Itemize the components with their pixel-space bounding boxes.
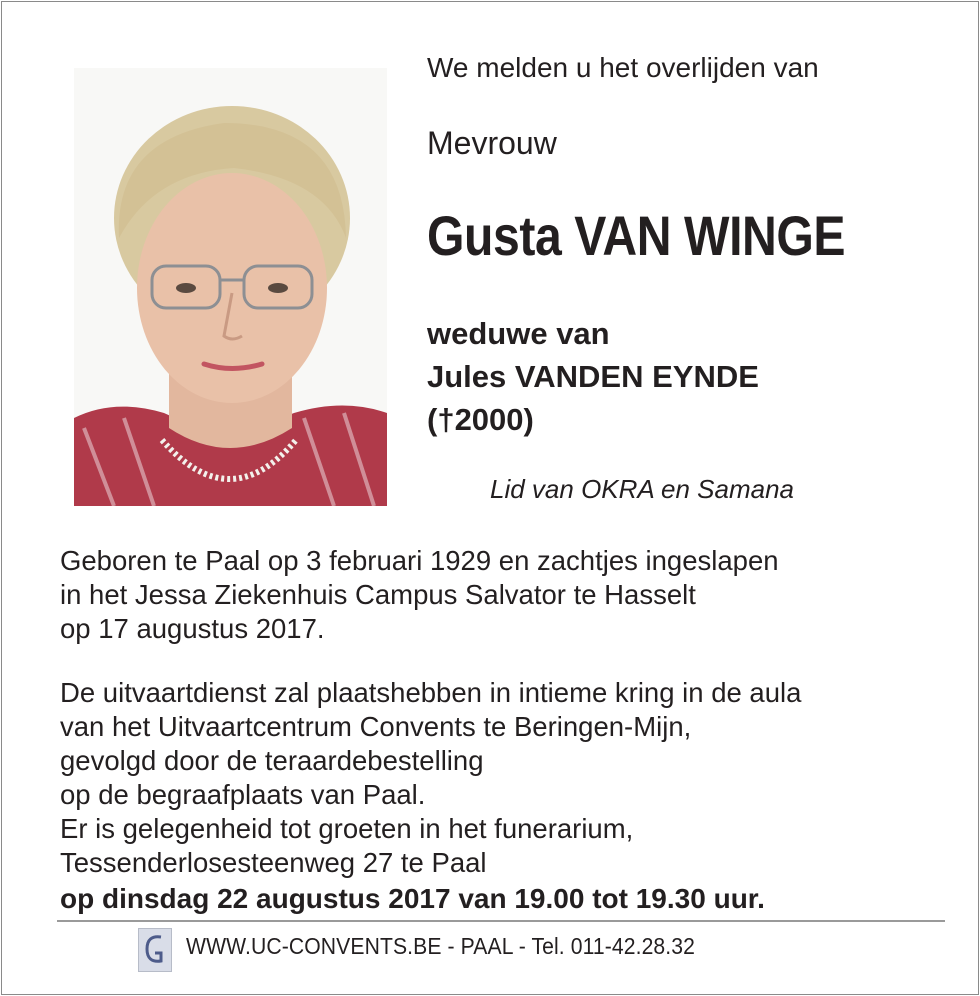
spouse-block: [427, 312, 759, 441]
paragraph-line: Geboren te Paal op 3 februari 1929 en zachtjes ingeslapen: [60, 545, 779, 576]
portrait-photo: [74, 68, 387, 506]
deceased-name: Gusta VAN WINGE: [427, 204, 846, 267]
spouse-death-year: (†2000): [427, 402, 534, 437]
honorific: Mevrouw: [427, 125, 557, 161]
intro-text: We melden u het overlijden van: [427, 52, 819, 83]
spouse-name: Jules VANDEN EYNDE: [427, 359, 759, 394]
paragraph-line: op de begraafplaats van Paal.: [60, 779, 426, 810]
spouse-relation: weduwe van: [427, 316, 610, 351]
footer-divider: [57, 920, 945, 922]
paragraph-line: gevolgd door de teraardebestelling: [60, 745, 484, 776]
footer-contact: WWW.UC-CONVENTS.BE - PAAL - Tel. 011-42.28.32: [186, 933, 695, 959]
convents-logo-icon: [138, 928, 172, 972]
visiting-time: op dinsdag 22 augustus 2017 van 19.00 tot 19.30 uur.: [60, 883, 765, 914]
paragraph-line: in het Jessa Ziekenhuis Campus Salvator te Hasselt: [60, 579, 696, 610]
paragraph-line: Er is gelegenheid tot groeten in het funerarium,: [60, 813, 634, 844]
birth-death-paragraph: [60, 544, 779, 646]
membership-text: Lid van OKRA en Samana: [490, 474, 794, 504]
paragraph-line: De uitvaartdienst zal plaatshebben in intieme kring in de aula: [60, 677, 802, 708]
paragraph-line: Tessenderlosesteenweg 27 te Paal: [60, 847, 487, 878]
portrait-illustration: [74, 68, 387, 506]
funeral-paragraph: [60, 676, 801, 916]
paragraph-line: van het Uitvaartcentrum Convents te Beringen-Mijn,: [60, 711, 692, 742]
paragraph-line: op 17 augustus 2017.: [60, 613, 325, 644]
